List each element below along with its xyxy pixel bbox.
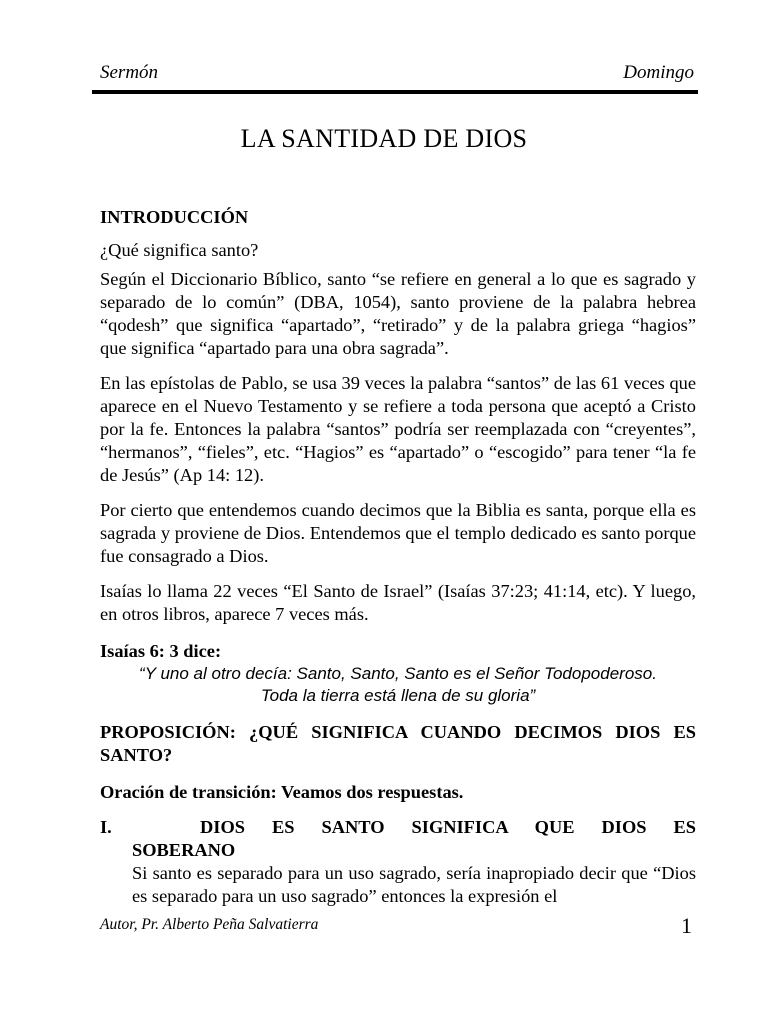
intro-paragraph: Según el Diccionario Bíblico, santo “se refiere en general a lo que es sagrado y separado de lo común” (DBA, 1054), santo proviene de la palabra hebrea “qodesh” que significa “apartado”, “retirado” y de la palabra griega “hagios” que significa “apartado para una obra sagrada”. [100, 269, 696, 358]
verse-quote [100, 663, 696, 707]
verse-line: “Y uno al otro decía: Santo, Santo, Santo es el Señor Todopoderoso. [139, 664, 657, 683]
header-left: Sermón [100, 62, 159, 83]
intro-heading: INTRODUCCIÓN [100, 207, 249, 227]
page-number: 1 [681, 913, 692, 938]
intro-paragraph: Isaías lo llama 22 veces “El Santo de Israel” (Isaías 37:23; 41:14, etc). Y luego, en otros libros, aparece 7 veces más. [100, 581, 696, 624]
header-right: Domingo [623, 62, 694, 83]
document-body [100, 206, 696, 908]
footer-author: Autor, Pr. Alberto Peña Salvatierra [100, 916, 319, 933]
section-1-body [132, 839, 696, 908]
proposition: PROPOSICIÓN: ¿QUÉ SIGNIFICA CUANDO DECIMOS DIOS ES SANTO? [100, 722, 696, 765]
page-title: LA SANTIDAD DE DIOS [240, 124, 528, 153]
section-title: DIOS ES SANTO SIGNIFICA QUE DIOS ES [200, 817, 696, 837]
header-rule [92, 90, 698, 94]
section-1 [100, 816, 696, 839]
transition-sentence: Oración de transición: Veamos dos respuestas. [100, 782, 464, 802]
section-number: I. [100, 817, 112, 837]
intro-paragraph: En las epístolas de Pablo, se usa 39 veces la palabra “santos” de las 61 veces que aparece en el Nuevo Testamento y se refiere a toda persona que aceptó a Cristo por la fe. Entonces la palabra “santos” podría ser reemplazada con “creyentes”, “hermanos”, “fieles”, etc. “Hagios” es “apartado” o “escogido” para tener “la fe de Jesús” (Ap 14: 12). [100, 373, 696, 485]
verse-reference: Isaías 6: 3 dice: [100, 641, 222, 661]
intro-question: ¿Qué significa santo? [100, 240, 259, 260]
section-text: Si santo es separado para un uso sagrado, sería inapropiado decir que “Dios es separado para un uso sagrado” entonces la expresión el [132, 863, 696, 906]
intro-paragraph: Por cierto que entendemos cuando decimos que la Biblia es santa, porque ella es sagrada y proviene de Dios. Entendemos que el templo dedicado es santo porque fue consagrado a Dios. [100, 500, 696, 566]
verse-line: Toda la tierra está llena de su gloria” [260, 686, 536, 705]
section-title-continued: SOBERANO [132, 840, 236, 860]
